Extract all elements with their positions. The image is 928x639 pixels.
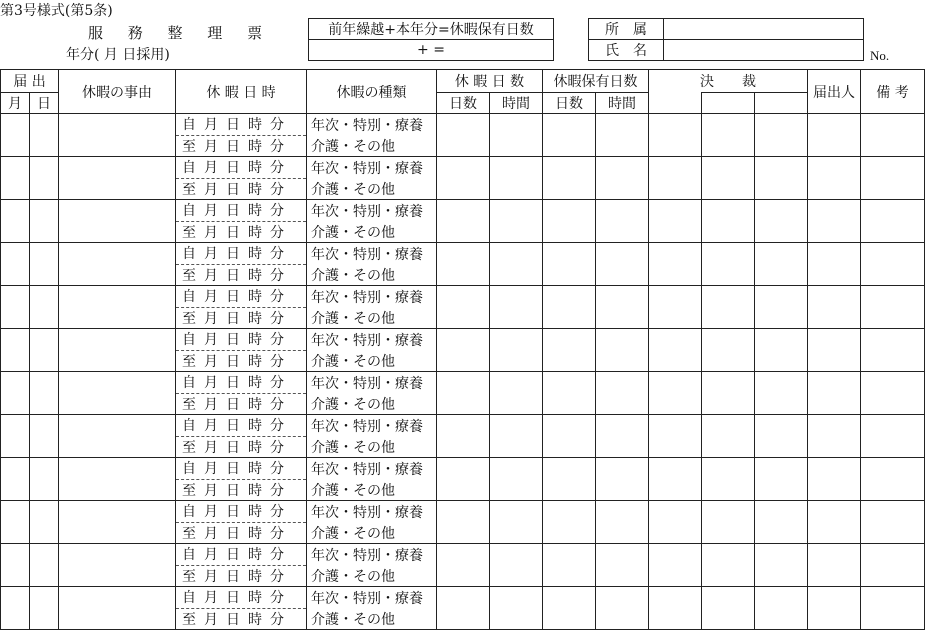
datetime-cell[interactable] [176,114,307,157]
approval-cell[interactable] [755,372,808,415]
remarks-cell[interactable] [861,587,925,630]
approval-cell[interactable] [702,200,755,243]
approval-header: 決 裁 [649,70,808,93]
held-days-cell[interactable] [543,415,596,458]
held-days-cell[interactable] [543,286,596,329]
type-cell[interactable] [307,114,437,157]
approval-cell[interactable] [649,587,702,630]
remarks-cell[interactable] [861,200,925,243]
from-datetime: 自月日時分 [176,157,306,179]
remarks-header: 備 考 [861,70,925,114]
table-row [1,114,925,157]
datetime-cell[interactable] [176,372,307,415]
taken-hours-cell[interactable] [490,114,543,157]
datetime-header: 休 暇 日 時 [176,70,307,114]
taken-days-cell[interactable] [437,200,490,243]
to-datetime: 至月日時分 [182,181,292,198]
leave-type-line-2: 介護・その他 [311,482,395,499]
reason-cell[interactable] [59,329,176,372]
from-datetime: 自月日時分 [176,415,306,437]
leave-type-line-2: 介護・その他 [311,353,395,370]
leave-type-line-2: 介護・その他 [311,138,395,155]
leave-type-line-2: 介護・その他 [311,396,395,413]
month-header: 月 [1,93,30,114]
leave-type-line-1: 年次・特別・療養 [311,246,423,263]
applicant-cell[interactable] [808,329,861,372]
approval-cell[interactable] [755,200,808,243]
leave-type-line-1: 年次・特別・療養 [311,504,423,521]
datetime-cell[interactable] [176,157,307,200]
taken-days-cell[interactable] [437,587,490,630]
reason-cell[interactable] [59,458,176,501]
datetime-cell[interactable] [176,329,307,372]
leave-type-line-1: 年次・特別・療養 [311,332,423,349]
month-cell[interactable] [1,329,30,372]
approval-cell[interactable] [649,243,702,286]
table-row [1,501,925,544]
applicant-cell[interactable] [808,286,861,329]
day-cell[interactable] [30,415,59,458]
held-hours-cell[interactable] [596,544,649,587]
taken-hours-cell[interactable] [490,200,543,243]
taken-days-cell[interactable] [437,501,490,544]
day-cell[interactable] [30,243,59,286]
remarks-cell[interactable] [861,415,925,458]
leave-type-line-1: 年次・特別・療養 [311,547,423,564]
approval-cell[interactable] [702,544,755,587]
taken-hours-cell[interactable] [490,286,543,329]
leave-type-line-1: 年次・特別・療養 [311,461,423,478]
taken-days-cell[interactable] [437,114,490,157]
taken-days-cell[interactable] [437,544,490,587]
datetime-cell[interactable] [176,415,307,458]
from-datetime: 自月日時分 [176,587,306,609]
held-days-cell[interactable] [543,243,596,286]
table-row [1,587,925,630]
from-datetime: 自月日時分 [176,200,306,222]
day-header: 日 [30,93,59,114]
days-held-header: 休暇保有日数 [543,70,649,93]
from-datetime: 自月日時分 [176,329,306,351]
day-cell[interactable] [30,372,59,415]
month-cell[interactable] [1,243,30,286]
to-datetime: 至月日時分 [182,267,292,284]
dept-field[interactable] [664,19,864,40]
approval-cell[interactable] [649,415,702,458]
taken-days-cell[interactable] [437,329,490,372]
leave-type-line-2: 介護・その他 [311,181,395,198]
month-cell[interactable] [1,114,30,157]
approval-cell[interactable] [702,587,755,630]
day-cell[interactable] [30,200,59,243]
remarks-cell[interactable] [861,329,925,372]
approval-cell-2 [702,93,755,114]
form-subtitle: 年分( 月 日採用) [66,47,170,63]
applicant-cell[interactable] [808,114,861,157]
taken-days-cell[interactable] [437,243,490,286]
applicant-cell[interactable] [808,587,861,630]
remarks-cell[interactable] [861,501,925,544]
leave-type-line-1: 年次・特別・療養 [311,375,423,392]
held-hours-cell[interactable] [596,415,649,458]
reason-cell[interactable] [59,415,176,458]
datetime-cell[interactable] [176,200,307,243]
summary-formula-field[interactable]: + = [309,40,554,61]
approval-cell[interactable] [702,157,755,200]
held-hours-cell[interactable] [596,501,649,544]
day-cell[interactable] [30,157,59,200]
approval-cell[interactable] [755,157,808,200]
type-cell[interactable] [307,415,437,458]
to-datetime: 至月日時分 [182,310,292,327]
approval-cell[interactable] [649,329,702,372]
applicant-cell[interactable] [808,544,861,587]
approval-cell[interactable] [755,243,808,286]
day-cell[interactable] [30,587,59,630]
month-cell[interactable] [1,501,30,544]
month-cell[interactable] [1,157,30,200]
month-cell[interactable] [1,286,30,329]
held-days-cell[interactable] [543,544,596,587]
taken-days-cell[interactable] [437,157,490,200]
type-cell[interactable] [307,458,437,501]
table-row [1,415,925,458]
reason-cell[interactable] [59,544,176,587]
held-days-cell[interactable] [543,200,596,243]
leave-type-line-1: 年次・特別・療養 [311,160,423,177]
from-datetime: 自月日時分 [176,501,306,523]
applicant-cell[interactable] [808,372,861,415]
reason-header: 休暇の事由 [59,70,176,114]
dept-label: 所 属 [589,19,664,40]
taken-hours-cell[interactable] [490,329,543,372]
datetime-cell[interactable] [176,544,307,587]
taken-hours-cell[interactable] [490,458,543,501]
approval-cell[interactable] [649,458,702,501]
remarks-cell[interactable] [861,372,925,415]
type-header: 休暇の種類 [307,70,437,114]
held-days-subheader: 日数 [543,93,596,114]
applicant-cell[interactable] [808,501,861,544]
from-datetime: 自月日時分 [176,458,306,480]
leave-type-line-1: 年次・特別・療養 [311,590,423,607]
name-field[interactable] [664,40,864,61]
leave-type-line-2: 介護・その他 [311,224,395,241]
remarks-cell[interactable] [861,114,925,157]
day-cell[interactable] [30,458,59,501]
leave-type-line-1: 年次・特別・療養 [311,289,423,306]
taken-hours-cell[interactable] [490,157,543,200]
remarks-cell[interactable] [861,544,925,587]
taken-days-cell[interactable] [437,286,490,329]
approval-cell[interactable] [755,587,808,630]
taken-days-cell[interactable] [437,458,490,501]
taken-hours-cell[interactable] [490,243,543,286]
remarks-cell[interactable] [861,157,925,200]
held-hours-cell[interactable] [596,200,649,243]
remarks-cell[interactable] [861,286,925,329]
approval-cell[interactable] [649,286,702,329]
day-cell[interactable] [30,114,59,157]
held-days-cell[interactable] [543,458,596,501]
to-datetime: 至月日時分 [182,224,292,241]
taken-days-cell[interactable] [437,372,490,415]
days-taken-header: 休 暇 日 数 [437,70,543,93]
day-cell[interactable] [30,544,59,587]
approval-cell[interactable] [649,544,702,587]
number-label: No. [870,48,890,63]
month-cell[interactable] [1,587,30,630]
approval-cell[interactable] [702,114,755,157]
datetime-cell[interactable] [176,458,307,501]
held-hours-cell[interactable] [596,329,649,372]
reason-cell[interactable] [59,587,176,630]
month-cell[interactable] [1,200,30,243]
table-row [1,458,925,501]
datetime-cell[interactable] [176,587,307,630]
approval-cell[interactable] [702,458,755,501]
held-hours-cell[interactable] [596,114,649,157]
approval-cell[interactable] [755,501,808,544]
leave-type-line-2: 介護・その他 [311,439,395,456]
from-datetime: 自月日時分 [176,286,306,308]
approval-cell[interactable] [649,501,702,544]
taken-hours-cell[interactable] [490,501,543,544]
remarks-cell[interactable] [861,243,925,286]
day-cell[interactable] [30,329,59,372]
table-row [1,372,925,415]
approval-cell[interactable] [702,501,755,544]
taken-days-subheader: 日数 [437,93,490,114]
taken-hours-cell[interactable] [490,415,543,458]
reason-cell[interactable] [59,501,176,544]
remarks-cell[interactable] [861,458,925,501]
approval-cell[interactable] [702,286,755,329]
leave-type-line-1: 年次・特別・療養 [311,203,423,220]
month-cell[interactable] [1,415,30,458]
held-days-cell[interactable] [543,501,596,544]
held-days-cell[interactable] [543,329,596,372]
approval-cell[interactable] [702,329,755,372]
held-hours-cell[interactable] [596,243,649,286]
held-hours-cell[interactable] [596,157,649,200]
type-cell[interactable] [307,243,437,286]
approval-cell[interactable] [755,114,808,157]
taken-hours-cell[interactable] [490,372,543,415]
type-cell[interactable] [307,372,437,415]
applicant-cell[interactable] [808,200,861,243]
to-datetime: 至月日時分 [182,138,292,155]
table-row [1,286,925,329]
datetime-cell[interactable] [176,501,307,544]
leave-type-line-2: 介護・その他 [311,525,395,542]
datetime-cell[interactable] [176,243,307,286]
approval-cell[interactable] [755,286,808,329]
table-row [1,157,925,200]
month-cell[interactable] [1,544,30,587]
reason-cell[interactable] [59,114,176,157]
approval-cell[interactable] [649,372,702,415]
type-cell[interactable] [307,587,437,630]
held-hours-subheader: 時間 [596,93,649,114]
to-datetime: 至月日時分 [182,439,292,456]
reason-cell[interactable] [59,157,176,200]
held-hours-cell[interactable] [596,286,649,329]
taken-hours-subheader: 時間 [490,93,543,114]
affiliation-box [588,18,864,61]
approval-cell[interactable] [702,243,755,286]
held-hours-cell[interactable] [596,372,649,415]
to-datetime: 至月日時分 [182,611,292,628]
from-datetime: 自月日時分 [176,372,306,394]
type-cell[interactable] [307,501,437,544]
type-cell[interactable] [307,200,437,243]
held-hours-cell[interactable] [596,587,649,630]
reason-cell[interactable] [59,200,176,243]
type-cell[interactable] [307,544,437,587]
applicant-cell[interactable] [808,157,861,200]
from-datetime: 自月日時分 [176,114,306,136]
approval-cell[interactable] [649,114,702,157]
to-datetime: 至月日時分 [182,353,292,370]
table-row [1,329,925,372]
applicant-header: 届出人 [808,70,861,114]
approval-cell[interactable] [755,544,808,587]
held-days-cell[interactable] [543,372,596,415]
table-row [1,200,925,243]
datetime-cell[interactable] [176,286,307,329]
table-row [1,544,925,587]
held-hours-cell[interactable] [596,458,649,501]
to-datetime: 至月日時分 [182,396,292,413]
reason-cell[interactable] [59,372,176,415]
month-cell[interactable] [1,458,30,501]
taken-hours-cell[interactable] [490,544,543,587]
month-cell[interactable] [1,372,30,415]
applicant-cell[interactable] [808,458,861,501]
held-days-cell[interactable] [543,114,596,157]
type-cell[interactable] [307,286,437,329]
reason-cell[interactable] [59,286,176,329]
applicant-cell[interactable] [808,415,861,458]
from-datetime: 自月日時分 [176,243,306,265]
approval-cell[interactable] [702,415,755,458]
day-cell[interactable] [30,501,59,544]
approval-cell[interactable] [755,329,808,372]
approval-cell[interactable] [649,200,702,243]
summary-header: 前年繰越+本年分=休暇保有日数 [309,19,554,40]
taken-days-cell[interactable] [437,415,490,458]
type-cell[interactable] [307,329,437,372]
leave-type-line-2: 介護・その他 [311,611,395,628]
held-days-cell[interactable] [543,587,596,630]
to-datetime: 至月日時分 [182,482,292,499]
leave-type-line-1: 年次・特別・療養 [311,117,423,134]
summary-box [308,18,554,61]
record-table [0,69,925,630]
form-title: 服 務 整 理 票 [88,24,273,42]
form-number-label: 第3号様式(第5条) [0,3,113,19]
to-datetime: 至月日時分 [182,525,292,542]
approval-cell-3 [755,93,808,114]
leave-type-line-2: 介護・その他 [311,568,395,585]
taken-hours-cell[interactable] [490,587,543,630]
reason-cell[interactable] [59,243,176,286]
notify-header: 届 出 [1,70,59,93]
type-cell[interactable] [307,157,437,200]
day-cell[interactable] [30,286,59,329]
leave-type-line-1: 年次・特別・療養 [311,418,423,435]
approval-cell-1 [649,93,702,114]
leave-type-line-2: 介護・その他 [311,310,395,327]
held-days-cell[interactable] [543,157,596,200]
approval-cell[interactable] [649,157,702,200]
from-datetime: 自月日時分 [176,544,306,566]
name-label: 氏 名 [589,40,664,61]
table-row [1,243,925,286]
applicant-cell[interactable] [808,243,861,286]
approval-cell[interactable] [702,372,755,415]
to-datetime: 至月日時分 [182,568,292,585]
approval-cell[interactable] [755,415,808,458]
leave-type-line-2: 介護・その他 [311,267,395,284]
approval-cell[interactable] [755,458,808,501]
